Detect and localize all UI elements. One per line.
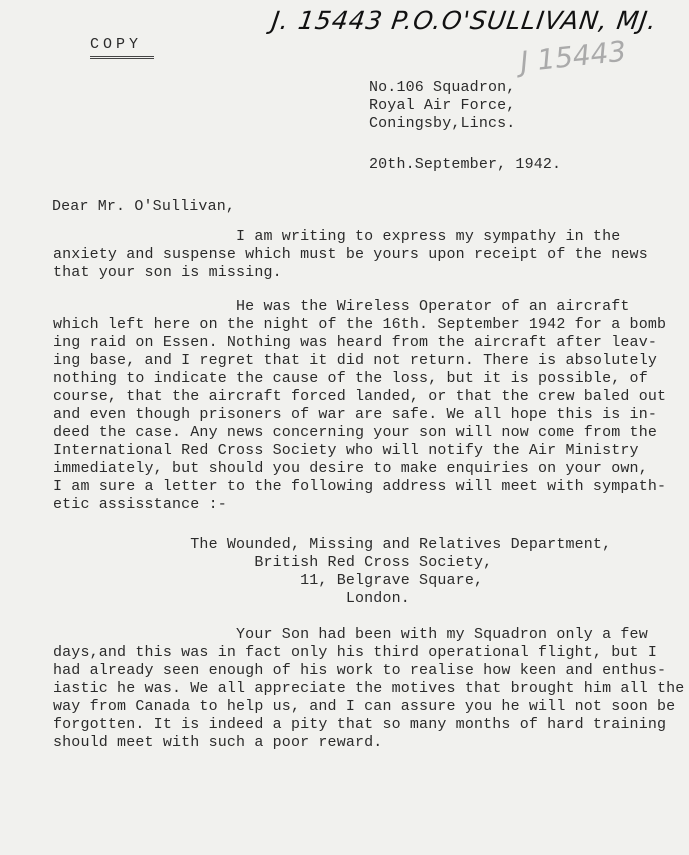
text-line: Your Son had been with my Squadron only a few xyxy=(53,626,648,643)
address-line: Royal Air Force, xyxy=(369,97,516,114)
address-line: No.106 Squadron, xyxy=(369,79,516,96)
text-line: days,and this was in fact only his third operational flight, but I xyxy=(53,644,657,661)
text-line: He was the Wireless Operator of an aircraft xyxy=(53,298,630,315)
text-line: ing base, and I regret that it did not return. There is absolutely xyxy=(53,352,657,369)
paragraph-1 xyxy=(53,228,648,282)
address-line: The Wounded, Missing and Relatives Department, xyxy=(53,536,612,553)
sender-address xyxy=(369,79,515,133)
text-line: ing raid on Essen. Nothing was heard from the aircraft after leav- xyxy=(53,334,657,351)
text-line: immediately, but should you desire to make enquiries on your own, xyxy=(53,460,648,477)
address-line: British Red Cross Society, xyxy=(53,554,493,571)
text-line: and even though prisoners of war are safe. We all hope this is in- xyxy=(53,406,657,423)
pencil-note: J 15443 xyxy=(518,34,628,79)
handwritten-reference: J. 15443 P.O.O'SULLIVAN, MJ. xyxy=(269,6,659,35)
text-line: that your son is missing. xyxy=(53,264,282,281)
text-line: iastic he was. We all appreciate the motives that brought him all the xyxy=(53,680,685,697)
paragraph-2 xyxy=(53,298,666,514)
text-line: anxiety and suspense which must be yours upon receipt of the news xyxy=(53,246,648,263)
text-line: should meet with such a poor reward. xyxy=(53,734,383,751)
text-line: had already seen enough of his work to realise how keen and enthus- xyxy=(53,662,667,679)
text-line: way from Canada to help us, and I can assure you he will not soon be xyxy=(53,698,676,715)
text-line: International Red Cross Society who will notify the Air Ministry xyxy=(53,442,639,459)
copy-underline xyxy=(90,56,154,59)
text-line: forgotten. It is indeed a pity that so many months of hard training xyxy=(53,716,667,733)
salutation: Dear Mr. O'Sullivan, xyxy=(52,198,236,215)
paragraph-3 xyxy=(53,626,684,752)
address-line: 11, Belgrave Square, xyxy=(53,572,484,589)
letter-date: 20th.September, 1942. xyxy=(369,156,562,173)
address-line: London. xyxy=(53,590,410,607)
copy-label: COPY xyxy=(90,36,143,53)
text-line: I am writing to express my sympathy in the xyxy=(53,228,621,245)
text-line: nothing to indicate the cause of the loss, but it is possible, of xyxy=(53,370,648,387)
text-line: etic assisstance :- xyxy=(53,496,227,513)
address-line: Coningsby,Lincs. xyxy=(369,115,516,132)
text-line: I am sure a letter to the following address will meet with sympath- xyxy=(53,478,667,495)
text-line: which left here on the night of the 16th. September 1942 for a bomb xyxy=(53,316,667,333)
text-line: course, that the aircraft forced landed, or that the crew baled out xyxy=(53,388,667,405)
red-cross-address xyxy=(53,536,611,608)
text-line: deed the case. Any news concerning your son will now come from the xyxy=(53,424,657,441)
